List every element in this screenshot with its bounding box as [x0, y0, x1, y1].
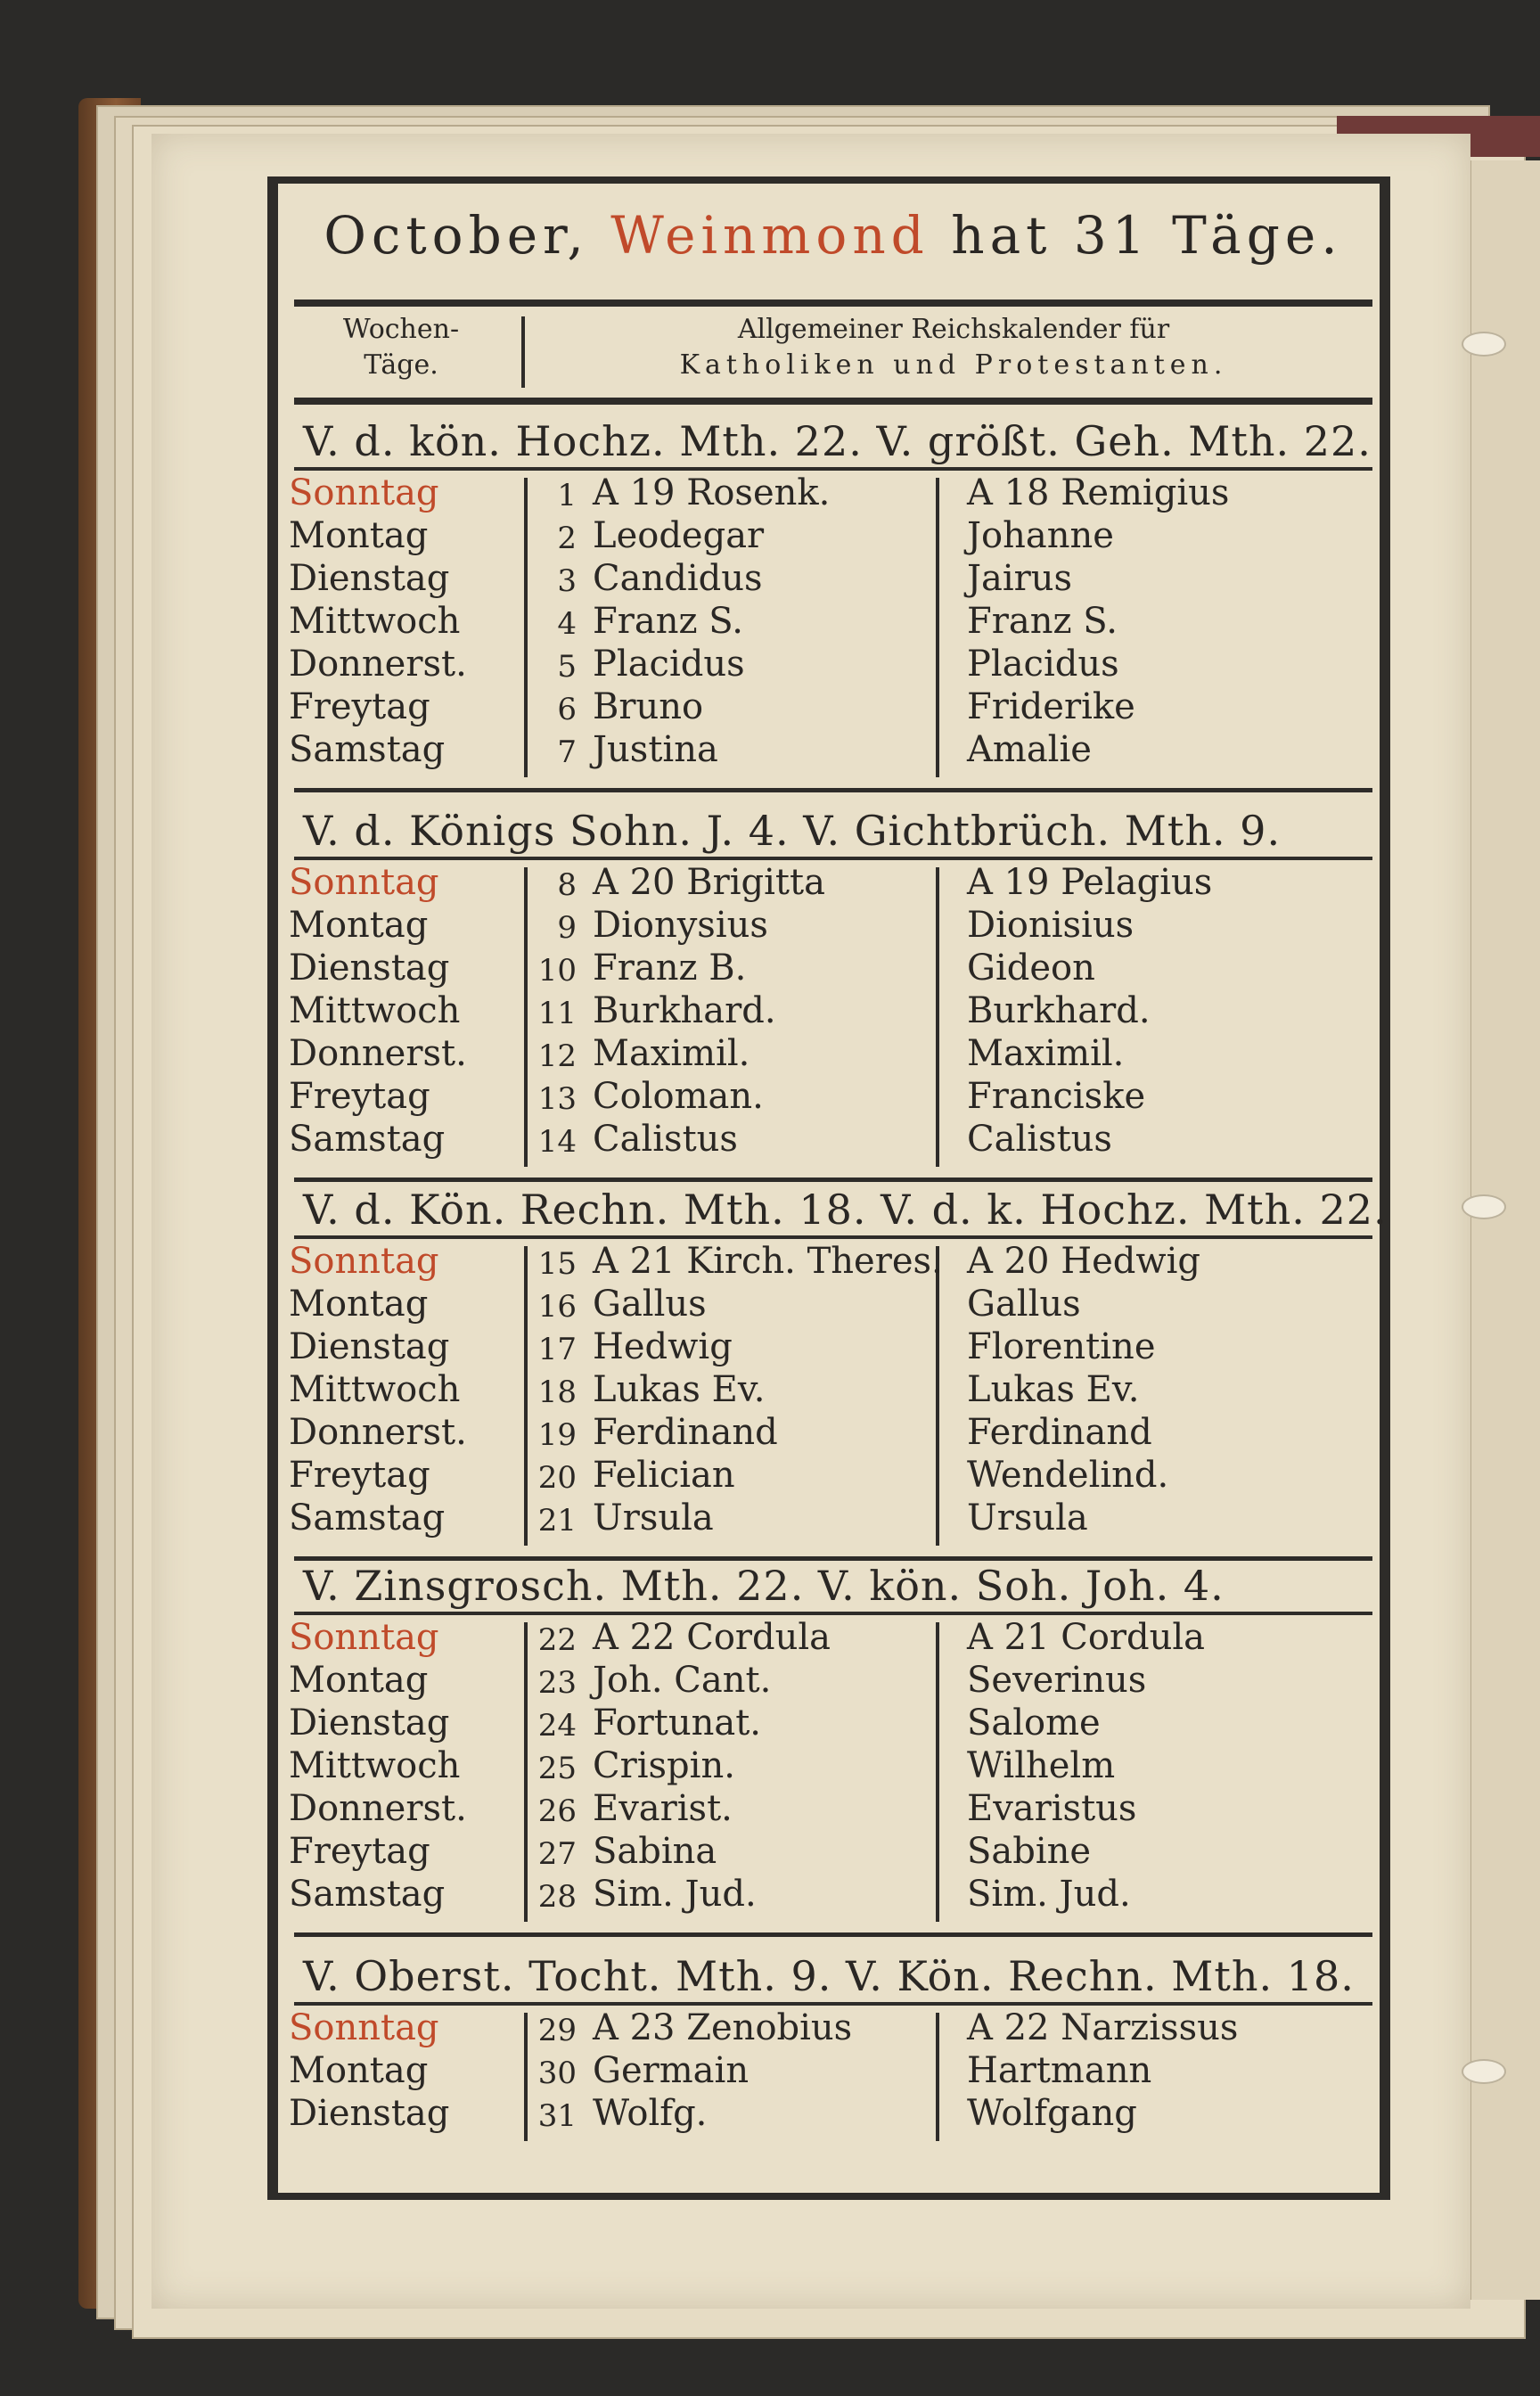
title-prefix: October,: [324, 205, 589, 266]
protestant-saint: A 22 Narzissus: [967, 2007, 1239, 2048]
protestant-saint: Sabine: [967, 1831, 1092, 1872]
day-row: [285, 1745, 1372, 1788]
day-number: 22: [537, 1622, 577, 1658]
protestant-saint: Sim. Jud.: [967, 1874, 1131, 1915]
protestant-saint: Franciske: [967, 1076, 1146, 1117]
day-number: 10: [537, 953, 577, 989]
weekday-label: Montag: [289, 2050, 429, 2091]
day-number: 11: [537, 996, 577, 1031]
catholic-saint: Dionysius: [593, 905, 768, 946]
weekday-label: Sonntag: [289, 1241, 439, 1282]
divider: [294, 300, 1372, 307]
day-row: [285, 686, 1372, 729]
header-divider: [521, 316, 525, 388]
catholic-saint: Ferdinand: [593, 1412, 778, 1453]
catholic-saint: A 21 Kirch. Theres.: [593, 1241, 943, 1282]
weekday-label: Dienstag: [289, 948, 450, 989]
catholic-saint: Calistus: [593, 1119, 738, 1160]
weekday-label: Montag: [289, 1660, 429, 1701]
catholic-saint: Bruno: [593, 686, 704, 727]
protestant-saint: Ferdinand: [967, 1412, 1152, 1453]
day-row: [285, 1455, 1372, 1498]
day-row: [285, 1498, 1372, 1540]
catholic-saint: Coloman.: [593, 1076, 764, 1117]
protestant-saint: Salome: [967, 1703, 1101, 1744]
protestant-saint: Severinus: [967, 1660, 1147, 1701]
day-number: 12: [537, 1038, 577, 1074]
weekday-label: Dienstag: [289, 2093, 450, 2134]
protestant-saint: Amalie: [967, 729, 1092, 770]
catholic-saint: Justina: [593, 729, 718, 770]
week-heading: V. d. kön. Hochz. Mth. 22. V. größt. Geh. Mth. 22.: [303, 417, 1372, 465]
day-number: 31: [537, 2098, 577, 2134]
catholic-saint: Wolfg.: [593, 2093, 708, 2134]
day-number: 21: [537, 1503, 577, 1539]
protestant-saint: Friderike: [967, 686, 1135, 727]
day-number: 5: [557, 649, 577, 685]
week-heading: V. Zinsgrosch. Mth. 22. V. kön. Soh. Joh. 4.: [303, 1562, 1225, 1610]
catholic-saint: A 23 Zenobius: [593, 2007, 853, 2048]
day-number: 9: [557, 910, 577, 946]
day-row: [285, 1076, 1372, 1119]
weekday-label: Freytag: [289, 1831, 430, 1872]
day-number: 2: [557, 521, 577, 556]
protestant-saint: Franz S.: [967, 601, 1118, 642]
divider: [294, 788, 1372, 792]
weekday-label: Donnerst.: [289, 1788, 467, 1829]
catholic-saint: Hedwig: [593, 1326, 733, 1367]
day-row: [285, 729, 1372, 772]
weekday-label: Sonntag: [289, 2007, 439, 2048]
column-header-calendar: Allgemeiner Reichskalender für Katholiken und Protestanten.: [679, 314, 1228, 381]
catholic-saint: Candidus: [593, 558, 763, 599]
day-number: 3: [557, 563, 577, 599]
day-number: 29: [537, 2013, 577, 2048]
facing-page-edge: [1469, 160, 1540, 2300]
protestant-saint: Placidus: [967, 644, 1119, 685]
day-row: [285, 2093, 1372, 2136]
catholic-saint: Sabina: [593, 1831, 717, 1872]
day-number: 28: [537, 1879, 577, 1915]
protestant-saint: Evaristus: [967, 1788, 1137, 1829]
weekday-label: Mittwoch: [289, 601, 461, 642]
divider: [294, 1235, 1372, 1239]
catholic-saint: Franz B.: [593, 948, 747, 989]
protestant-saint: Burkhard.: [967, 990, 1151, 1031]
protestant-saint: Wolfgang: [967, 2093, 1137, 2134]
weekday-label: Montag: [289, 515, 429, 556]
protestant-saint: A 19 Pelagius: [967, 862, 1213, 903]
divider: [294, 857, 1372, 860]
weekday-label: Montag: [289, 905, 429, 946]
catholic-saint: A 19 Rosenk.: [593, 472, 831, 513]
weekday-label: Freytag: [289, 686, 430, 727]
catholic-saint: Joh. Cant.: [593, 1660, 772, 1701]
weekday-label: Sonntag: [289, 1617, 439, 1658]
catholic-saint: Placidus: [593, 644, 745, 685]
day-number: 19: [537, 1417, 577, 1453]
day-row: [285, 905, 1372, 948]
day-number: 16: [537, 1289, 577, 1325]
divider: [294, 1177, 1372, 1182]
catholic-saint: Evarist.: [593, 1788, 733, 1829]
weekday-label: Freytag: [289, 1455, 430, 1496]
weekday-label: Dienstag: [289, 558, 450, 599]
weekday-label: Montag: [289, 1284, 429, 1325]
catholic-saint: Lukas Ev.: [593, 1369, 766, 1410]
day-row: [285, 1033, 1372, 1076]
day-number: 15: [537, 1246, 577, 1282]
weekday-label: Donnerst.: [289, 644, 467, 685]
title-month-name: Weinmond: [610, 205, 930, 266]
weekday-label: Samstag: [289, 1119, 446, 1160]
day-row: [285, 1369, 1372, 1412]
day-row: [285, 1326, 1372, 1369]
day-number: 20: [537, 1460, 577, 1496]
day-number: 6: [557, 692, 577, 727]
divider: [294, 1556, 1372, 1561]
weekday-label: Mittwoch: [289, 1745, 461, 1786]
day-row: [285, 2050, 1372, 2093]
day-number: 13: [537, 1081, 577, 1117]
binding-thread: [1462, 332, 1506, 357]
catholic-saint: Gallus: [593, 1284, 707, 1325]
catholic-saint: A 20 Brigitta: [593, 862, 825, 903]
day-row: [285, 1412, 1372, 1455]
divider: [294, 467, 1372, 471]
day-row: [285, 472, 1372, 515]
catholic-saint: Sim. Jud.: [593, 1874, 757, 1915]
day-number: 4: [557, 606, 577, 642]
day-row: [285, 1284, 1372, 1326]
divider: [294, 2002, 1372, 2006]
day-number: 7: [557, 734, 577, 770]
catholic-saint: A 22 Cordula: [593, 1617, 831, 1658]
day-row: [285, 1831, 1372, 1874]
catholic-saint: Fortunat.: [593, 1703, 762, 1744]
day-number: 18: [537, 1374, 577, 1410]
protestant-saint: Hartmann: [967, 2050, 1152, 2091]
protestant-saint: Calistus: [967, 1119, 1112, 1160]
column-header-days: Wochen- Täge.: [342, 314, 460, 381]
day-row: [285, 644, 1372, 686]
binding-thread: [1462, 1194, 1506, 1219]
day-row: [285, 862, 1372, 905]
day-row: [285, 515, 1372, 558]
title-suffix: hat 31 Täge.: [951, 205, 1343, 266]
week-heading: V. Oberst. Tocht. Mth. 9. V. Kön. Rechn. Mth. 18.: [303, 1952, 1355, 2000]
day-row: [285, 1703, 1372, 1745]
day-row: [285, 1788, 1372, 1831]
day-number: 27: [537, 1836, 577, 1872]
weekday-label: Samstag: [289, 729, 446, 770]
day-number: 14: [537, 1124, 577, 1160]
protestant-saint: Wilhelm: [967, 1745, 1116, 1786]
protestant-saint: Maximil.: [967, 1033, 1125, 1074]
catholic-saint: Felician: [593, 1455, 735, 1496]
day-number: 26: [537, 1793, 577, 1829]
day-number: 24: [537, 1708, 577, 1744]
day-row: [285, 558, 1372, 601]
weekday-label: Sonntag: [289, 862, 439, 903]
divider: [294, 1612, 1372, 1615]
divider: [294, 398, 1372, 405]
protestant-saint: A 18 Remigius: [967, 472, 1230, 513]
week-heading: V. d. Königs Sohn. J. 4. V. Gichtbrüch. Mth. 9.: [303, 807, 1282, 855]
day-row: [285, 948, 1372, 990]
day-row: [285, 1119, 1372, 1161]
weekday-label: Samstag: [289, 1498, 446, 1539]
divider: [294, 1932, 1372, 1937]
catholic-saint: Burkhard.: [593, 990, 776, 1031]
weekday-label: Mittwoch: [289, 1369, 461, 1410]
catholic-saint: Maximil.: [593, 1033, 750, 1074]
day-row: [285, 990, 1372, 1033]
weekday-label: Dienstag: [289, 1326, 450, 1367]
protestant-saint: A 20 Hedwig: [967, 1241, 1201, 1282]
catholic-saint: Crispin.: [593, 1745, 735, 1786]
binding-thread: [1462, 2059, 1506, 2084]
day-row: [285, 1617, 1372, 1660]
weekday-label: Sonntag: [289, 472, 439, 513]
day-number: 25: [537, 1751, 577, 1786]
day-number: 23: [537, 1665, 577, 1701]
weekday-label: Donnerst.: [289, 1412, 467, 1453]
protestant-saint: Dionisius: [967, 905, 1135, 946]
catholic-saint: Ursula: [593, 1498, 714, 1539]
weekday-label: Freytag: [289, 1076, 430, 1117]
day-row: [285, 1241, 1372, 1284]
protestant-saint: Ursula: [967, 1498, 1088, 1539]
protestant-saint: Gallus: [967, 1284, 1081, 1325]
protestant-saint: Johanne: [967, 515, 1114, 556]
protestant-saint: Lukas Ev.: [967, 1369, 1140, 1410]
day-number: 1: [557, 478, 577, 513]
day-row: [285, 601, 1372, 644]
protestant-saint: Gideon: [967, 948, 1095, 989]
day-number: 8: [557, 867, 577, 903]
page-title: [294, 205, 1372, 285]
weekday-label: Mittwoch: [289, 990, 461, 1031]
day-row: [285, 1660, 1372, 1703]
protestant-saint: Jairus: [967, 558, 1073, 599]
day-number: 30: [537, 2055, 577, 2091]
week-heading: V. d. Kön. Rechn. Mth. 18. V. d. k. Hochz. Mth. 22.: [303, 1186, 1388, 1234]
catholic-saint: Franz S.: [593, 601, 743, 642]
weekday-label: Samstag: [289, 1874, 446, 1915]
day-number: 17: [537, 1332, 577, 1367]
catholic-saint: Leodegar: [593, 515, 765, 556]
catholic-saint: Germain: [593, 2050, 750, 2091]
protestant-saint: Florentine: [967, 1326, 1156, 1367]
protestant-saint: A 21 Cordula: [967, 1617, 1206, 1658]
weekday-label: Donnerst.: [289, 1033, 467, 1074]
protestant-saint: Wendelind.: [967, 1455, 1169, 1496]
day-row: [285, 2007, 1372, 2050]
weekday-label: Dienstag: [289, 1703, 450, 1744]
day-row: [285, 1874, 1372, 1916]
